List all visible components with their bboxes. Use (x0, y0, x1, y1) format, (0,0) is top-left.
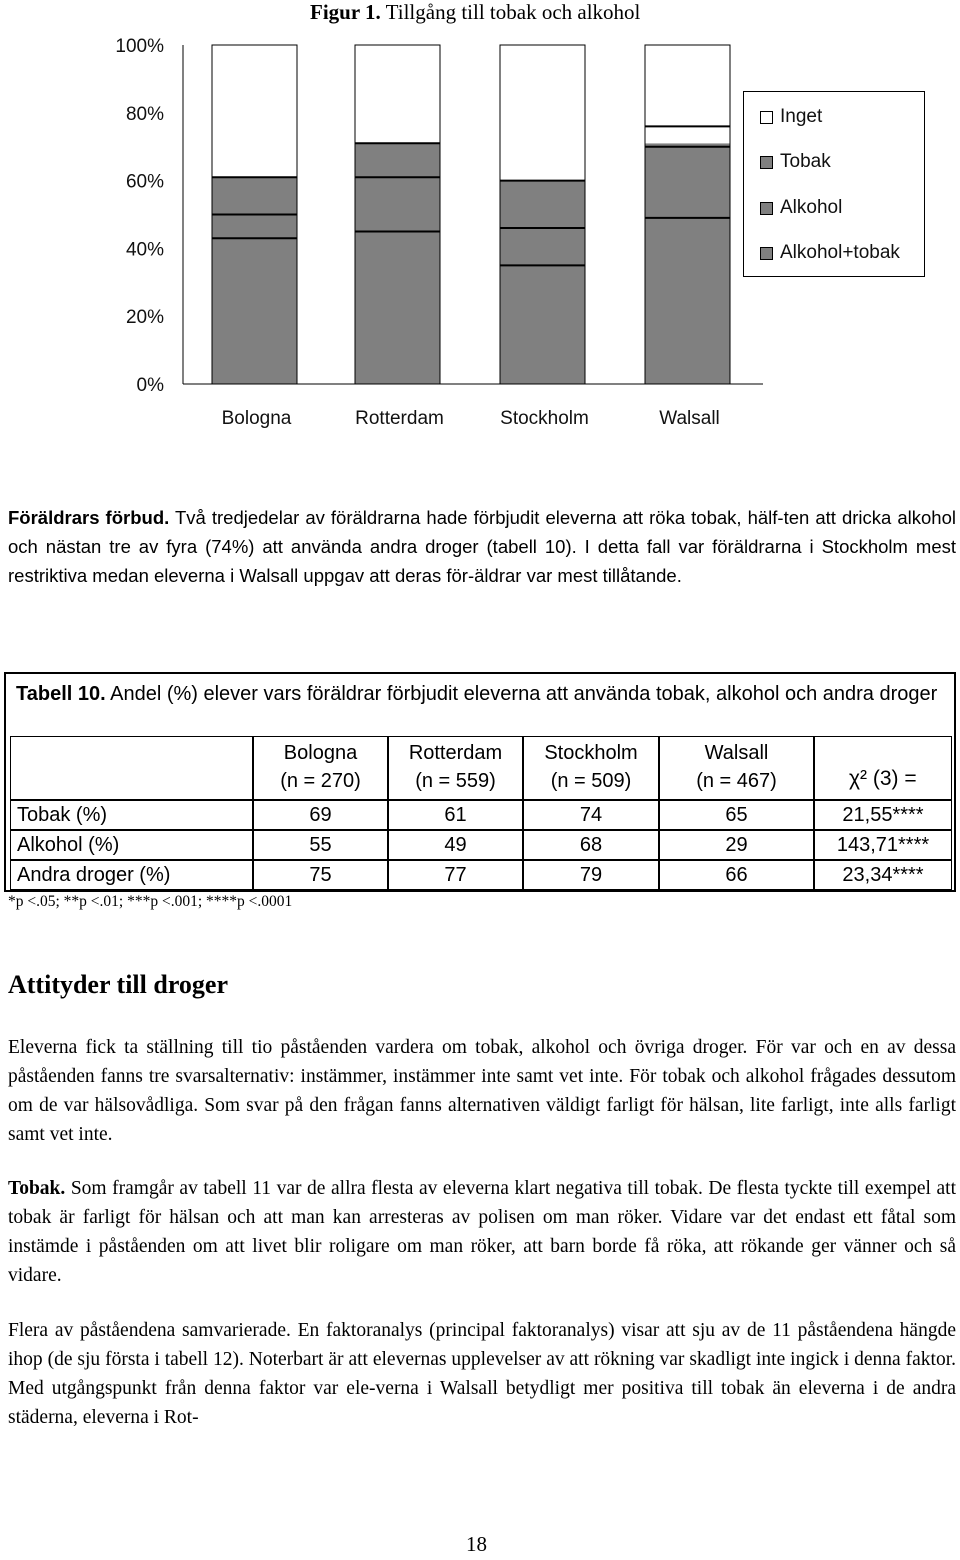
bar-segment (212, 177, 297, 214)
table-cell: 74 (523, 800, 659, 830)
table-cell: 29 (659, 830, 814, 860)
bar-segment (212, 238, 297, 384)
y-tick-label: 80% (125, 103, 164, 125)
bar-segment (355, 231, 440, 384)
bar-segment (645, 45, 730, 143)
y-tick-label: 60% (125, 171, 164, 193)
y-tick-label: 40% (125, 239, 164, 261)
header-stockholm (523, 736, 659, 800)
header-n: (n = 559) (415, 770, 496, 792)
header-rotterdam (388, 736, 523, 800)
section-heading: Attityder till droger (8, 970, 228, 999)
figure-title-text: Tillgång till tobak och alkohol (385, 0, 641, 24)
x-category-label: Walsall (659, 408, 720, 429)
table-caption-text: Andel (%) elever vars föräldrar förbjudit eleverna att använda tobak, alkohol och andra droger (105, 683, 938, 705)
bar-segment (355, 45, 440, 143)
bar-segment (500, 265, 585, 384)
header-walsall (659, 736, 814, 800)
header-bologna (253, 736, 388, 800)
bar-segment (355, 143, 440, 231)
figure-label: Figur 1. (310, 0, 381, 24)
row-label-tobak: Tobak (%) (10, 800, 253, 830)
paragraph-lead: Föräldrars förbud. (8, 507, 170, 528)
legend-label: Alkohol+tobak (780, 242, 900, 263)
legend-swatch-alkohol (760, 202, 773, 215)
header-city: Stockholm (544, 742, 638, 764)
table-cell: 61 (388, 800, 523, 830)
table-cell: 77 (388, 860, 523, 890)
row-label-andra-droger: Andra droger (%) (10, 860, 253, 890)
legend-label: Tobak (780, 151, 831, 172)
paragraph-lead: Tobak. (8, 1178, 66, 1199)
legend-label: Inget (780, 106, 823, 127)
header-n: (n = 270) (280, 770, 361, 792)
row-label-alkohol: Alkohol (%) (10, 830, 253, 860)
chi-value-cell: 23,34**** (814, 860, 952, 890)
table-cell: 75 (253, 860, 388, 890)
table-cell: 79 (523, 860, 659, 890)
paragraph-text: Två tredjedelar av föräldrarna hade förbjudit eleverna att röka tobak, hälf-ten att dricka alkohol och nästan tre av fyra (74%) att använda andra droger (tabell 10). I detta fall var föräldrarna i Stockholm mest restriktiva medan eleverna i Walsall uppgav att deras för-äldrar var mest tillåtande. (8, 507, 956, 586)
header-chi-square (814, 736, 952, 800)
y-tick-label: 20% (125, 307, 164, 329)
legend-swatch-inget (760, 111, 773, 124)
header-city: Rotterdam (408, 742, 503, 764)
chi-value-cell: 143,71**** (814, 830, 952, 860)
paragraph-faktoranalys: Flera av påståendena samvarierade. En faktoranalys (principal faktoranalys) visar att sju av de 11 påståendena hängde ihop (de sju första i tabell 12). Noterbart är att elevernas upplevelser av att rökning var skadligt inte ingick i denna faktor. Med utgångspunkt från denna faktor var ele-verna i Walsall betydligt mer positiva till tobak än eleverna i de andra städerna, eleverna i Rot- (8, 1320, 956, 1428)
table-label: Tabell 10. (16, 683, 106, 705)
table-cell: 65 (659, 800, 814, 830)
bar-segment (500, 181, 585, 228)
chi-square-label: χ² (3) = (849, 767, 917, 790)
y-tick-label: 0% (136, 375, 164, 396)
paragraph-attityder: Eleverna fick ta ställning till tio påståenden vardera om tobak, alkohol och övriga droger. För var och en av dessa påståenden fanns tre svarsalternativ: instämmer, instämmer inte samt vet inte. För tobak och alkohol frågades dessutom om de var hälsovådliga. Som svar på den frågan fanns alternativen väldigt farligt för hälsan, lite farligt, inte alls farligt samt vet inte. (8, 1037, 956, 1145)
paragraph-text: Som framgår av tabell 11 var de allra flesta av eleverna klart negativa till tobak. De flesta tyckte till exempel att tobak är farligt för hälsan och att man kan arresteras av polisen om man röker. Vidare var det endast ett fåtal som instämde i påståenden om att livet blir roligare om man röker, att barn borde få röka, att rökande ger vänner och så vidare. (8, 1178, 956, 1286)
paragraph-foraldrars-forbud (8, 503, 956, 590)
page-number: 18 (466, 1532, 487, 1556)
table-10 (4, 672, 956, 892)
paragraph-tobak (8, 1174, 956, 1290)
bar-segment (212, 45, 297, 177)
bar-segment (500, 45, 585, 181)
table-cell: 68 (523, 830, 659, 860)
table-cell: 66 (659, 860, 814, 890)
header-n: (n = 509) (550, 770, 632, 792)
table-cell: 49 (388, 830, 523, 860)
bar-segment (212, 215, 297, 239)
chi-value-cell: 21,55**** (814, 800, 952, 830)
table-cell: 69 (253, 800, 388, 830)
y-tick-label: 100% (115, 36, 164, 57)
bar-segment (645, 143, 730, 218)
x-category-label: Rotterdam (355, 408, 444, 429)
legend-swatch-alkohol-tobak (760, 247, 773, 260)
x-category-label: Stockholm (500, 408, 589, 429)
table-caption (16, 680, 946, 708)
header-city: Bologna (283, 742, 358, 764)
legend-label: Alkohol (780, 197, 843, 218)
bar-segment (645, 218, 730, 384)
chart-legend (743, 91, 925, 277)
figure-1 (0, 0, 960, 450)
legend-swatch-tobak (760, 156, 773, 169)
table-cell: 55 (253, 830, 388, 860)
bar-segment (500, 228, 585, 265)
x-category-label: Bologna (221, 408, 292, 429)
header-city: Walsall (704, 742, 769, 764)
header-empty-cell (10, 736, 253, 800)
header-n: (n = 467) (696, 770, 777, 792)
table-footnote: *p <.05; **p <.01; ***p <.001; ****p <.0001 (8, 893, 293, 910)
